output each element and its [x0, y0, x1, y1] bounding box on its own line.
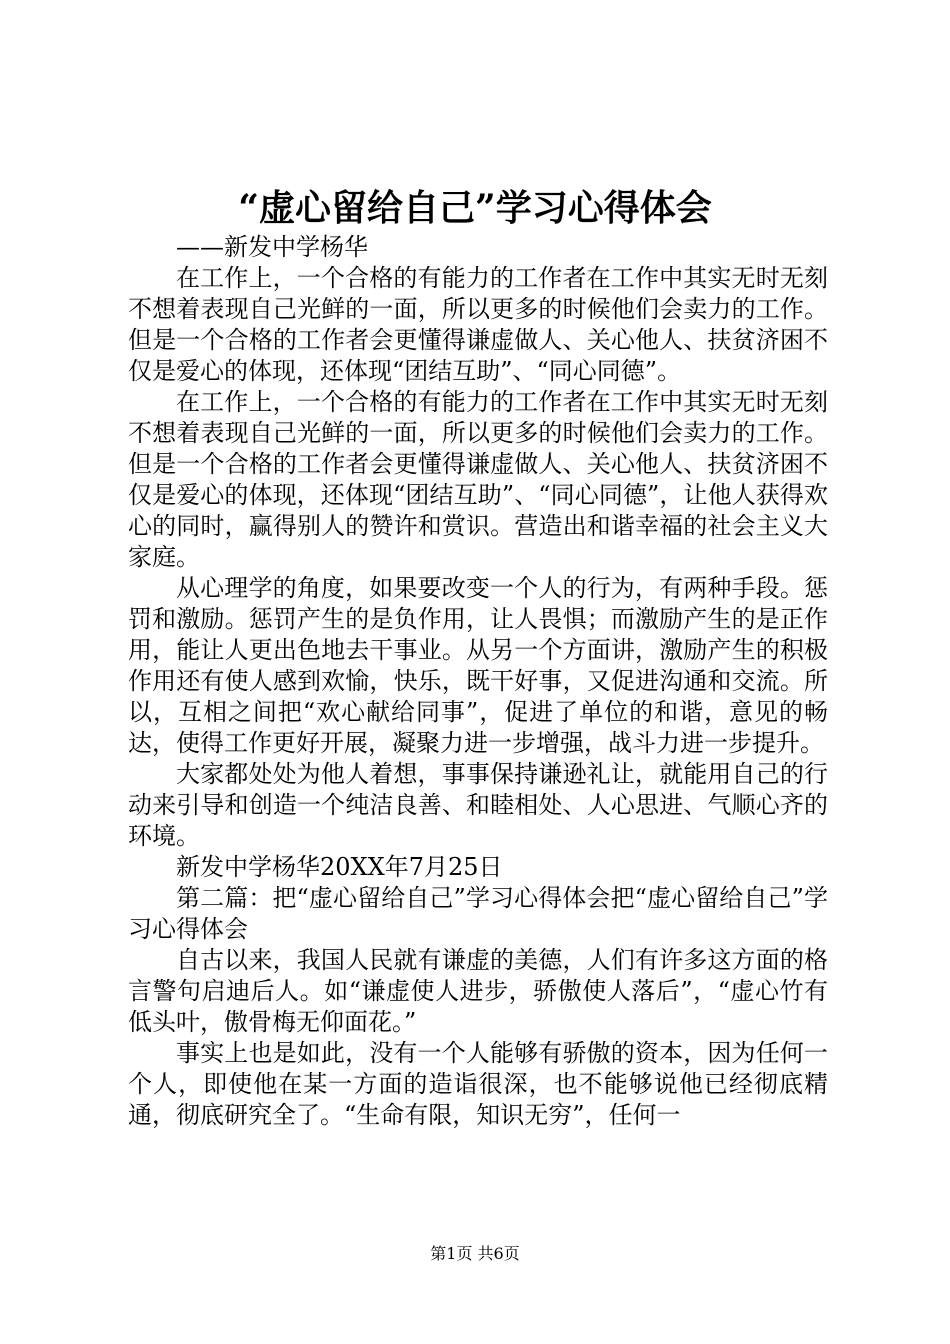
paragraph: 在工作上，一个合格的有能力的工作者在工作中其实无时无刻不想着表现自己光鲜的一面，所以更多的时候他们会卖力的工作。但是一个合格的工作者会更懂得谦虚做人、关心他人、扶贫济困不仅是爱心的体现，还体现“团结互助”、“同心同德”，让他人获得欢心的同时，赢得别人的赞许和赏识。营造出和谐幸福的社会主义大家庭。: [128, 388, 828, 571]
section-heading: 第二篇：把“虚心留给自己”学习心得体会把“虚心留给自己”学习心得体会: [128, 884, 828, 943]
paragraph: 自古以来，我国人民就有谦虚的美德，人们有许多这方面的格言警句启迪后人。如“谦虚使人进步，骄傲使人落后”，“虚心竹有低头叶，傲骨梅无仰面花。”: [128, 946, 828, 1036]
paragraph: 从心理学的角度，如果要改变一个人的行为，有两种手段。惩罚和激励。惩罚产生的是负作用，让人畏惧；而激励产生的是正作用，能让人更出色地去干事业。从另一个方面讲，激励产生的积极作用还有使人感到欢愉，快乐，既干好事，又促进沟通和交流。所以，互相之间把“欢心献给同事”，促进了单位的和谐，意见的畅达，使得工作更好开展，凝聚力进一步增强，战斗力进一步提升。: [128, 574, 828, 757]
page-number-footer: 第1页 共6页: [430, 1244, 520, 1263]
paragraph: 在工作上，一个合格的有能力的工作者在工作中其实无时无刻不想着表现自己光鲜的一面，所以更多的时候他们会卖力的工作。但是一个合格的工作者会更懂得谦虚做人、关心他人、扶贫济困不仅是爱心的体现，还体现“团结互助”、“同心同德”。: [128, 264, 828, 385]
author-line: ——新发中学杨华: [176, 233, 368, 261]
document-title: “虚心留给自己”学习心得体会: [238, 187, 712, 229]
document-body: [128, 232, 828, 1131]
paragraph: 事实上也是如此，没有一个人能够有骄傲的资本，因为任何一个人，即使他在某一方面的造诣很深，也不能够说他已经彻底精通，彻底研究全了。“生命有限，知识无穷”，任何一: [128, 1039, 828, 1129]
paragraph: 大家都处处为他人着想，事事保持谦逊礼让，就能用自己的行动来引导和创造一个纯洁良善、和睦相处、人心思进、气顺心齐的环境。: [128, 760, 828, 850]
signature-date: 新发中学杨华20XX年7月25日: [176, 853, 503, 881]
